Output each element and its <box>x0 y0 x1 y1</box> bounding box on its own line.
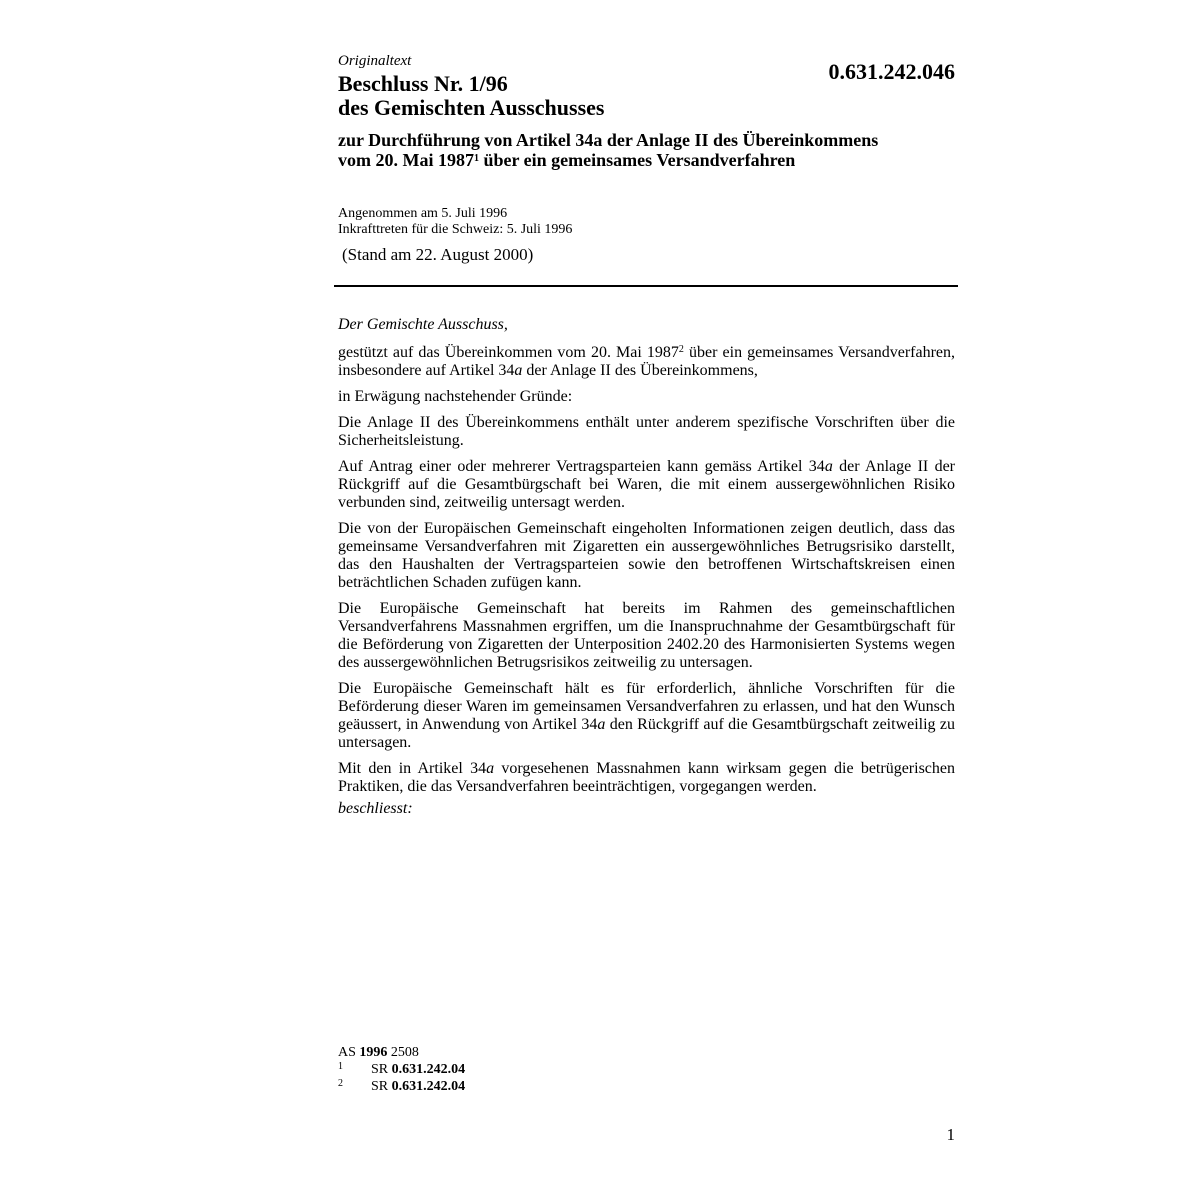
date-block <box>338 206 572 238</box>
p4-text-b: der Anlage II der Rückgriff auf die Gesamtbürgschaft bei Waren, die mit einem aussergewöhnlichen Risiko verbunden sind, zeitweilig untersagt werden. <box>338 458 955 511</box>
p7-text-a: Die Europäische Gemeinschaft hält es für erforderlich, ähnliche Vorschriften für die Beförderung dieser Waren im gemeinsamen Versandverfahren zu erlassen, und hat den Wunsch geäussert, in Anwendung von Artikel 34 <box>338 680 955 733</box>
in-force-date: Inkrafttreten für die Schweiz: 5. Juli 1996 <box>338 222 573 237</box>
p7-text-b: den Rückgriff auf die Gesamtbürgschaft zeitweilig zu untersagen. <box>338 716 955 751</box>
footnote-ref-2[interactable]: 2 <box>678 344 684 355</box>
as-year: 1996 <box>359 1045 388 1060</box>
stand-date: (Stand am 22. August 2000) <box>342 245 534 264</box>
p1-text-a: gestützt auf das Übereinkommen vom 20. Mai 1987 <box>338 344 679 361</box>
header-divider <box>334 285 958 287</box>
document-title <box>338 72 938 120</box>
paragraph-5: Die von der Europäischen Gemeinschaft eingeholten Informationen zeigen deutlich, dass das gemeinsame Versandverfahren mit Zigaretten ein aussergewöhnliches Betrugsrisiko darstellt, das den Haushalten der Vertragsparteien sowie den betroffenen Wirtschaftskreisen einen beträchtlichen Schaden zufügen kann. <box>338 520 955 591</box>
originaltext-label: Originaltext <box>338 53 412 69</box>
page-number: 1 <box>946 1125 955 1144</box>
footnote-1-ref[interactable]: 0.631.242.04 <box>391 1062 466 1077</box>
paragraph-2: in Erwägung nachstehender Gründe: <box>338 388 573 405</box>
footnote-1-prefix: SR <box>371 1062 392 1077</box>
document-subtitle <box>338 130 978 170</box>
adopted-date: Angenommen am 5. Juli 1996 <box>338 206 508 221</box>
p1-text-b: über ein gemeinsames Versandverfahren, insbesondere auf Artikel 34 <box>338 344 956 379</box>
p8-text-b: vorgesehenen Massnahmen kann wirksam gegen die betrügerischen Praktiken, die das Versandverfahren beeinträchtigen, vorgegangen werden. <box>338 760 956 795</box>
as-page: 2508 <box>387 1045 419 1060</box>
document-body <box>338 316 955 826</box>
p4-text-a: Auf Antrag einer oder mehrerer Vertragsparteien kann gemäss Artikel 34 <box>338 458 825 475</box>
paragraph-7 <box>338 680 955 752</box>
p8-text-a: Mit den in Artikel 34 <box>338 760 487 777</box>
intro-line: Der Gemischte Ausschuss, <box>338 316 508 333</box>
paragraph-4 <box>338 458 955 512</box>
paragraph-3: Die Anlage II des Übereinkommens enthält unter anderem spezifische Vorschriften über die Sicherheitsleistung. <box>338 414 955 449</box>
footnotes <box>338 1044 465 1095</box>
footnote-2-number: 2 <box>338 1078 343 1089</box>
subtitle-line-1: zur Durchführung von Artikel 34a der Anlage II des Übereinkommens <box>338 130 879 150</box>
title-line-2: des Gemischten Ausschusses <box>338 95 605 120</box>
p4-italic: a <box>824 458 833 475</box>
footnote-1-number: 1 <box>338 1061 343 1072</box>
footnote-ref-1[interactable]: 1 <box>473 153 479 164</box>
p8-italic: a <box>486 760 495 777</box>
paragraph-1 <box>338 344 955 380</box>
subtitle-text-end: über ein gemeinsames Versandverfahren <box>478 150 796 170</box>
as-prefix: AS <box>338 1045 360 1060</box>
paragraph-6: Die Europäische Gemeinschaft hat bereits im Rahmen des gemeinschaftlichen Versandverfahrens Massnahmen ergriffen, um die Inanspruchnahme der Gesamtbürgschaft für die Beförderung von Zigaretten der Unterposition 2402.20 des Harmonisierten Systems wegen des aussergewöhnlichen Betrugsrisikos zeitweilig zu untersagen. <box>338 600 955 671</box>
p7-italic: a <box>597 716 606 733</box>
closing-line: beschliesst: <box>338 800 413 817</box>
subtitle-text: vom 20. Mai 1987 <box>338 150 474 170</box>
p1-text-c: der Anlage II des Übereinkommens, <box>522 362 758 379</box>
footnote-2-ref[interactable]: 0.631.242.04 <box>391 1079 466 1094</box>
footnote-2-prefix: SR <box>371 1079 392 1094</box>
sr-number: 0.631.242.046 <box>828 59 955 84</box>
p1-italic: a <box>514 362 523 379</box>
footnote-2 <box>338 1078 465 1095</box>
subtitle-line-2 <box>338 150 978 170</box>
paragraph-8 <box>338 760 955 796</box>
title-line-1: Beschluss Nr. 1/96 <box>338 71 508 96</box>
